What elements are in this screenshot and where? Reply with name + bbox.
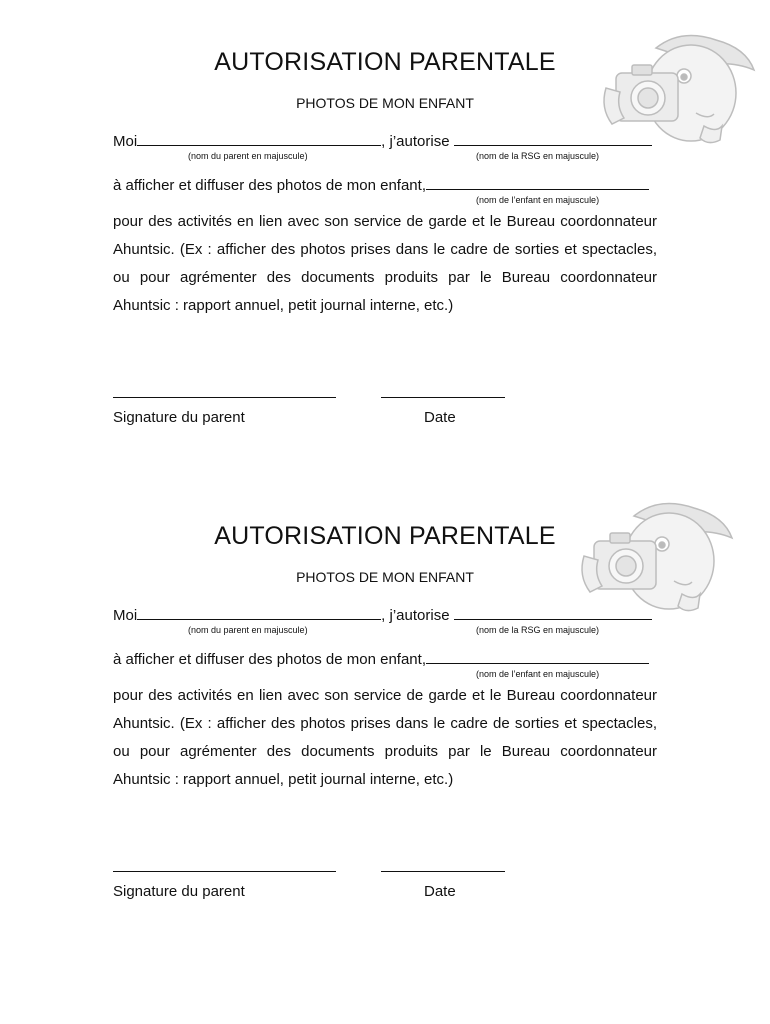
child-name-field[interactable] [426,175,649,190]
authorization-form-1 [0,0,770,470]
authorize-label: , j’autorise [381,133,450,150]
paragraph-line: ou pour agrémenter des documents produits par le Bureau coordonnateur [113,269,657,286]
parent-rsg-line [113,605,652,624]
child-line [113,649,649,668]
paragraph-line: Ahuntsic. (Ex : afficher des photos prises dans le cadre de sorties et spectacles, [113,715,657,732]
signature-label: Signature du parent [113,883,245,900]
paragraph-line: pour des activités en lien avec son service de garde et le Bureau coordonnateur [113,687,657,704]
rsg-name-hint: (nom de la RSG en majuscule) [476,625,600,635]
rsg-name-field[interactable] [454,131,652,146]
consent-paragraph [113,208,657,320]
authorization-form-2 [0,474,770,944]
parent-name-field[interactable] [137,605,381,620]
signature-label: Signature du parent [113,409,245,426]
authorize-label: , j’autorise [381,607,450,624]
date-label: Date [424,883,456,900]
date-field[interactable] [381,870,505,872]
moi-label: Moi [113,607,138,624]
date-label: Date [424,409,456,426]
date-field[interactable] [381,396,505,398]
child-name-hint: (nom de l’enfant en majuscule) [476,669,600,679]
moi-label: Moi [113,133,138,150]
parent-name-field[interactable] [137,131,381,146]
paragraph-line: Ahuntsic : rapport annuel, petit journal interne, etc.) [113,771,454,788]
camera-kid-clipart-icon [574,486,734,621]
parent-name-hint: (nom du parent en majuscule) [188,625,308,635]
form-subtitle: PHOTOS DE MON ENFANT [296,569,474,585]
form-title: AUTORISATION PARENTALE [214,48,556,76]
paragraph-line: pour des activités en lien avec son service de garde et le Bureau coordonnateur [113,213,657,230]
rsg-name-hint: (nom de la RSG en majuscule) [476,151,600,161]
form-title: AUTORISATION PARENTALE [214,522,556,550]
paragraph-line: ou pour agrémenter des documents produits par le Bureau coordonnateur [113,743,657,760]
paragraph-line: Ahuntsic. (Ex : afficher des photos prises dans le cadre de sorties et spectacles, [113,241,657,258]
child-name-hint: (nom de l’enfant en majuscule) [476,195,600,205]
parent-rsg-line [113,131,652,150]
consent-paragraph [113,682,657,794]
publish-label: à afficher et diffuser des photos de mon enfant, [113,651,426,668]
form-subtitle: PHOTOS DE MON ENFANT [296,95,474,111]
signature-field[interactable] [113,396,336,398]
parent-name-hint: (nom du parent en majuscule) [188,151,308,161]
child-name-field[interactable] [426,649,649,664]
rsg-name-field[interactable] [454,605,652,620]
paragraph-line: Ahuntsic : rapport annuel, petit journal interne, etc.) [113,297,454,314]
child-line [113,175,649,194]
signature-field[interactable] [113,870,336,872]
publish-label: à afficher et diffuser des photos de mon enfant, [113,177,426,194]
